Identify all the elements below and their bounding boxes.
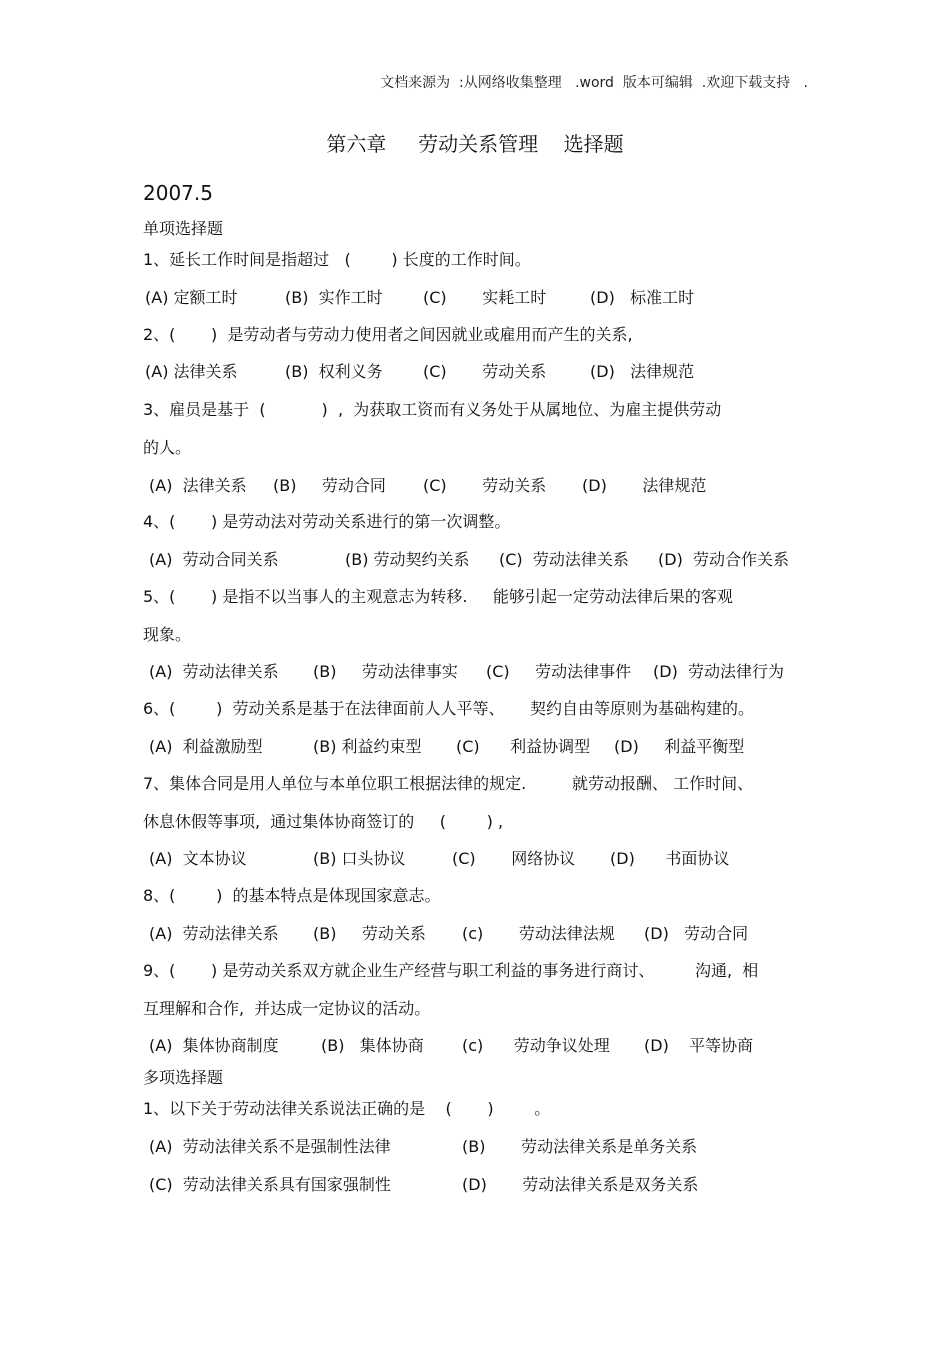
q8-option-b: (B) 劳动关系 xyxy=(313,924,426,943)
q7-option-a: (A) 文本协议 xyxy=(149,849,247,868)
q7-option-b: (B) 口头协议 xyxy=(313,849,406,868)
q9-option-d: (D) 平等协商 xyxy=(644,1036,754,1055)
question-1: 1、延长工作时间是指超过 ( ) 长度的工作时间。 xyxy=(143,250,531,269)
m1-option-a: (A) 劳动法律关系不是强制性法律 xyxy=(149,1137,391,1156)
single-choice-heading: 单项选择题 xyxy=(143,219,224,238)
q4-option-b: (B) 劳动契约关系 xyxy=(345,550,470,569)
question-7-line-2: 休息休假等事项, 通过集体协商签订的 ( ) , xyxy=(143,812,504,831)
multi-choice-heading: 多项选择题 xyxy=(143,1068,224,1087)
m1-option-b: (B) 劳动法律关系是单务关系 xyxy=(462,1137,698,1156)
q8-option-a: (A) 劳动法律关系 xyxy=(149,924,279,943)
question-2: 2、( ) 是劳动者与劳动力使用者之间因就业或雇用而产生的关系, xyxy=(143,325,633,344)
q1-option-c: (C) 实耗工时 xyxy=(423,288,547,307)
question-9-line-1: 9、( ) 是劳动关系双方就企业生产经营与职工利益的事务进行商讨、 沟通, 相 xyxy=(143,961,759,980)
question-8: 8、( ) 的基本特点是体现国家意志。 xyxy=(143,886,441,905)
question-7-line-1: 7、集体合同是用人单位与本单位职工根据法律的规定. 就劳动报酬、 工作时间、 xyxy=(143,774,754,793)
q9-option-b: (B) 集体协商 xyxy=(321,1036,424,1055)
question-5-line-1: 5、( ) 是指不以当事人的主观意志为转移. 能够引起一定劳动法律后果的客观 xyxy=(143,587,733,606)
q4-option-c: (C) 劳动法律关系 xyxy=(499,550,629,569)
q8-option-d: (D) 劳动合同 xyxy=(644,924,749,943)
q8-option-c: (c) 劳动法律法规 xyxy=(462,924,615,943)
q6-option-a: (A) 利益激励型 xyxy=(149,737,263,756)
q6-option-b: (B) 利益约束型 xyxy=(313,737,422,756)
m1-option-c: (C) 劳动法律关系具有国家强制性 xyxy=(149,1175,391,1194)
source-note: 文档来源为 :从网络收集整理 .word 版本可编辑 .欢迎下载支持 . xyxy=(380,75,808,91)
q4-option-a: (A) 劳动合同关系 xyxy=(149,550,279,569)
question-9-line-2: 互理解和合作, 并达成一定协议的活动。 xyxy=(143,999,431,1018)
m1-option-d: (D) 劳动法律关系是双务关系 xyxy=(462,1175,699,1194)
q9-option-a: (A) 集体协商制度 xyxy=(149,1036,279,1055)
q2-option-b: (B) 权利义务 xyxy=(285,362,383,381)
q5-option-a: (A) 劳动法律关系 xyxy=(149,662,279,681)
q7-option-c: (C) 网络协议 xyxy=(452,849,576,868)
q2-option-a: (A) 法律关系 xyxy=(145,362,238,381)
q2-option-d: (D) 法律规范 xyxy=(590,362,695,381)
q7-option-d: (D) 书面协议 xyxy=(610,849,730,868)
q3-option-c: (C) 劳动关系 xyxy=(423,476,547,495)
question-3-line-1: 3、雇员是基于 ( ) , 为获取工资而有义务处于从属地位、为雇主提供劳动 xyxy=(143,400,722,419)
q5-option-d: (D) 劳动法律行为 xyxy=(653,662,784,681)
multi-question-1: 1、以下关于劳动法律关系说法正确的是 ( ) 。 xyxy=(143,1099,551,1118)
q2-option-c: (C) 劳动关系 xyxy=(423,362,547,381)
q6-option-c: (C) 利益协调型 xyxy=(456,737,591,756)
question-6: 6、( ) 劳动关系是基于在法律面前人人平等、 契约自由等原则为基础构建的。 xyxy=(143,699,754,718)
question-3-line-2: 的人。 xyxy=(143,438,192,457)
q5-option-b: (B) 劳动法律事实 xyxy=(313,662,458,681)
q1-option-b: (B) 实作工时 xyxy=(285,288,383,307)
q5-option-c: (C) 劳动法律事件 xyxy=(486,662,632,681)
chapter-title: 第六章 劳动关系管理 选择题 xyxy=(326,132,624,156)
q3-option-b: (B) 劳动合同 xyxy=(273,476,386,495)
question-5-line-2: 现象。 xyxy=(143,625,192,644)
q1-option-a: (A) 定额工时 xyxy=(145,288,238,307)
q9-option-c: (c) 劳动争议处理 xyxy=(462,1036,610,1055)
q1-option-d: (D) 标准工时 xyxy=(590,288,695,307)
q6-option-d: (D) 利益平衡型 xyxy=(614,737,745,756)
q4-option-d: (D) 劳动合作关系 xyxy=(658,550,789,569)
question-4: 4、( ) 是劳动法对劳动关系进行的第一次调整。 xyxy=(143,512,511,531)
q3-option-a: (A) 法律关系 xyxy=(149,476,247,495)
q3-option-d: (D) 法律规范 xyxy=(582,476,707,495)
exam-date: 2007.5 xyxy=(143,181,213,205)
